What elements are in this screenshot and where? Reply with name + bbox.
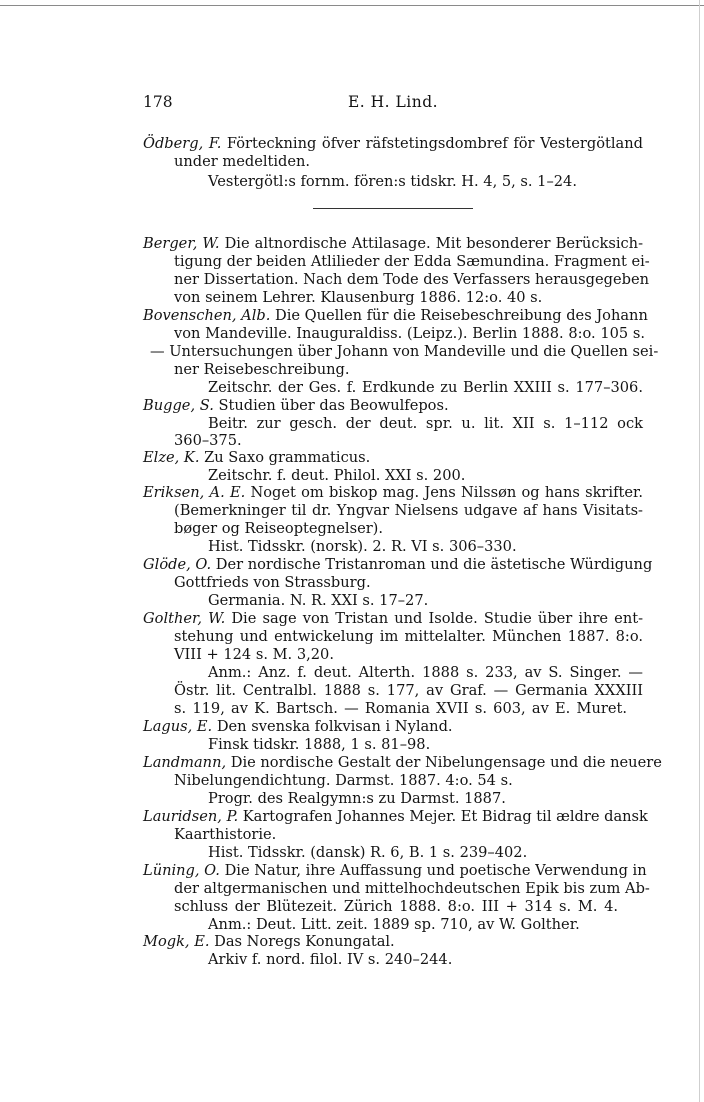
entry-title: Noget om biskop mag. Jens Nilssøn og hans skrifter. [245,484,643,501]
entry-line [143,808,648,825]
entry-title: Die sage von Tristan und Isolde. Studie über ihre ent- [225,610,644,627]
entry-title: Die Quellen für die Reisebeschreibung des Johann [270,307,648,324]
entry-line: von seinem Lehrer. Klausenburg 1886. 12:o. 40 s. [174,289,543,306]
entry-line: — Untersuchungen über Johann von Mandeville und die Quellen sei- [150,343,659,360]
entry-line [143,484,643,501]
entry-title: Zu Saxo grammaticus. [199,449,371,466]
entry-title: Kartografen Johannes Mejer. Et Bidrag til ældre dansk [238,808,648,825]
entry-author: Lüning, O. [143,862,220,879]
entry-review: Anm.: Deut. Litt. zeit. 1889 sp. 710, av W. Golther. [208,916,580,933]
entry-line [143,718,453,735]
top-rule [0,5,704,6]
entry-line [143,754,662,771]
entry-line: ner Reisebeschreibung. [174,361,350,378]
entry-line [143,449,370,466]
entry-source: Hist. Tidsskr. (norsk). 2. R. VI s. 306–330. [208,538,517,555]
entry-title: Die altnordische Attilasage. Mit besonderer Berücksich- [219,235,644,252]
entry-author: Lagus, E. [143,718,213,735]
entry-line: bøger og Reiseoptegnelser). [174,520,384,537]
entry-line: von Mandeville. Inauguraldiss. (Leipz.). Berlin 1888. 8:o. 105 s. [174,325,645,342]
entry-title: Der nordische Tristanroman und die ästetische Würdigung [211,556,653,573]
entry-title: Die nordische Gestalt der Nibelungensage und die neuere [226,754,662,771]
entry-review: Östr. lit. Centralbl. 1888 s. 177, av Graf. — Germania XXXIII [174,682,643,699]
entry-author: Elze, K. [143,449,200,466]
entry-line: schluss der Blütezeit. Zürich 1888. 8:o. III + 314 s. M. 4. [174,898,618,915]
entry-line [143,610,643,627]
page-edge [699,0,700,1102]
entry-line: Kaarthistorie. [174,826,277,843]
entry-review: Anm.: Anz. f. deut. Alterth. 1888 s. 233, av S. Singer. — [208,664,643,681]
entry-line [143,862,647,879]
entry-author: Berger, W. [143,235,220,252]
entry-author: Golther, W. [143,610,226,627]
entry-line: stehung und entwickelung im mittelalter. München 1887. 8:o. [174,628,643,645]
entry-title: Studien über das Beowulfepos. [213,397,449,414]
entry-author: Mogk, E. [143,933,210,950]
entry-title: Die Natur, ihre Auffassung und poetische Verwendung in [219,862,647,879]
entry-source: Germania. N. R. XXI s. 17–27. [208,592,429,609]
entry-line: VIII + 124 s. M. 3,20. [174,646,334,663]
entry-author: Glöde, O. [143,556,212,573]
entry-source: Progr. des Realgymn:s zu Darmst. 1887. [208,790,506,807]
entry-line: ner Dissertation. Nach dem Tode des Verfassers herausgegeben [174,271,649,288]
entry-line [143,235,643,252]
entry-line [143,135,643,152]
entry-source: Finsk tidskr. 1888, 1 s. 81–98. [208,736,431,753]
entry-source: Arkiv f. nord. filol. IV s. 240–244. [208,951,453,968]
running-title: E. H. Lind. [347,93,439,111]
entry-line [143,556,653,573]
entry-source: Beitr. zur gesch. der deut. spr. u. lit. XII s. 1–112 ock [208,415,643,432]
entry-line [143,307,648,324]
entry-line: der altgermanischen und mittelhochdeutschen Epik bis zum Ab- [174,880,650,897]
entry-author: Landmann, [143,754,227,771]
entry-title: Förteckning öfver räfstetingsdombref för Vestergötland [221,135,643,152]
entry-line: Gottfrieds von Strassburg. [174,574,371,591]
entry-line: (Bemerkninger til dr. Yngvar Nielsens udgave af hans Visitats- [174,502,643,519]
entry-review: s. 119, av K. Bartsch. — Romania XVII s. 603, av E. Muret. [174,700,627,717]
running-header [143,93,643,113]
entry-title: Den svenska folkvisan i Nyland. [212,718,453,735]
section-separator [313,208,473,209]
entry-source: Hist. Tidsskr. (dansk) R. 6, B. 1 s. 239–402. [208,844,528,861]
entry-source: 360–375. [174,432,242,449]
entry-source: Vestergötl:s fornm. fören:s tidskr. H. 4, 5, s. 1–24. [208,173,577,190]
entry-line: tigung der beiden Atlilieder der Edda Sæmundina. Fragment ei- [174,253,650,270]
entry-source: Zeitschr. f. deut. Philol. XXI s. 200. [208,467,466,484]
entry-line: under medeltiden. [174,153,311,170]
entry-line: Nibelungendichtung. Darmst. 1887. 4:o. 54 s. [174,772,513,789]
entry-author: Eriksen, A. E. [143,484,246,501]
entry-author: Bugge, S. [143,397,214,414]
entry-author: Ödberg, F. [143,135,222,152]
entry-source: Zeitschr. der Ges. f. Erdkunde zu Berlin XXIII s. 177–306. [208,379,643,396]
page-number: 178 [143,93,173,111]
entry-author: Bovenschen, Alb. [143,307,271,324]
entry-author: Lauridsen, P. [143,808,239,825]
entry-title: Das Noregs Konungatal. [209,933,395,950]
entry-line [143,397,449,414]
entry-line [143,933,395,950]
